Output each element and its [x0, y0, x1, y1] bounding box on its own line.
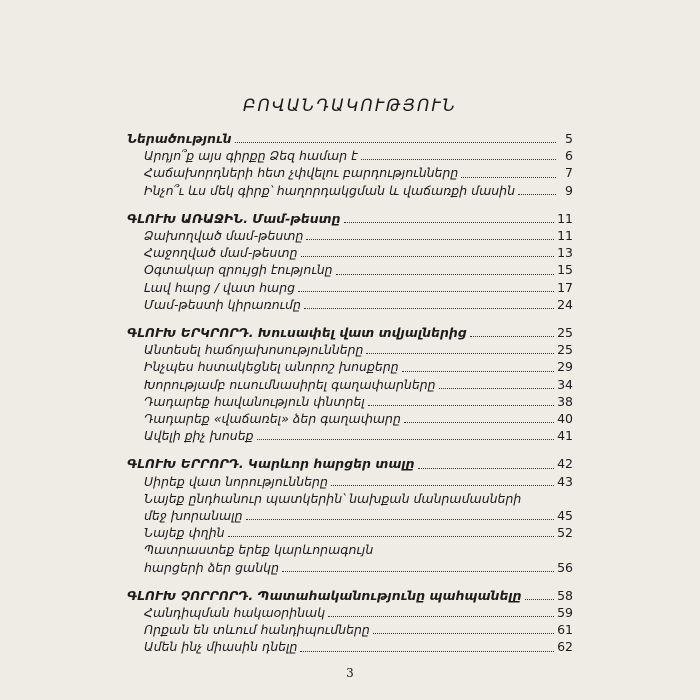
toc-entry[interactable]: [127, 147, 573, 164]
toc-chapter: [127, 210, 573, 313]
toc-entry-page: 41: [557, 428, 573, 444]
toc-entry-text: Ձախողված մամ-թեստը: [144, 228, 304, 244]
dot-leader: [328, 616, 554, 617]
dot-leader: [344, 222, 555, 223]
toc-entry-text: Դադարեք «վաճառել» ձեր գաղափարը: [144, 411, 401, 427]
dot-leader: [228, 536, 555, 537]
toc-chapter-heading[interactable]: [127, 210, 573, 227]
toc-entry-text: մեջ խորանալը: [144, 508, 243, 524]
dot-leader: [361, 159, 556, 160]
toc-entry-text: Խորությամբ ուսումնասիրել գաղափարները: [144, 376, 436, 392]
toc-entry[interactable]: [127, 393, 573, 410]
dot-leader: [418, 468, 555, 469]
toc-entry-text: Դադարեք հավանություն փնտրել: [144, 393, 365, 409]
toc-entry-text: ԳԼՈՒԽ ԵՐՐՈՐԴ. Կարևոր հարցեր տալը: [127, 456, 415, 472]
toc-entry-page: 62: [557, 639, 573, 655]
toc-entry-text: Մամ-թեստի կիրառումը: [144, 296, 301, 312]
toc-entry-text: Ամեն ինչ միասին դնելը: [144, 639, 298, 655]
toc-entry-text: Հաճախորդների հետ չփվելու բարդությունները: [144, 165, 459, 181]
toc-entry[interactable]: [127, 296, 573, 313]
toc-entry-page: 15: [557, 262, 573, 278]
dot-leader: [470, 336, 554, 337]
toc-entry-text: Որքան են տևում հանդիպումները: [144, 622, 370, 638]
toc-chapter-heading[interactable]: [127, 130, 573, 147]
toc-entry[interactable]: [127, 604, 573, 621]
toc-entry-page: 61: [557, 622, 573, 638]
toc-entry-text: Հանդիպման հակաօրինակ: [144, 605, 326, 621]
toc-entry-text: հարցերի ձեր ցանկը: [144, 559, 279, 575]
toc-chapter-heading[interactable]: [127, 455, 573, 472]
toc-entry-page: 56: [557, 559, 573, 575]
dot-leader: [282, 571, 554, 572]
toc-entry-page: 6: [565, 148, 573, 164]
toc-entry-page: 5: [565, 131, 573, 146]
toc-entry-text: Օգտակար զրույցի էությունը: [144, 262, 333, 278]
dot-leader: [336, 274, 554, 275]
dot-leader: [257, 439, 555, 440]
toc-entry-page: 9: [565, 182, 573, 198]
dot-leader: [304, 308, 554, 309]
toc-entry-text: Ինչպես հստակեցնել անորոշ խոսքերը: [144, 359, 399, 375]
toc-entry[interactable]: [127, 473, 573, 490]
toc-entry-page: 17: [557, 279, 573, 295]
dot-leader: [235, 142, 556, 143]
toc-title: ԲՈՎԱՆԴԱԿՈՒԹՅՈՒՆ: [243, 96, 457, 116]
dot-leader: [518, 194, 556, 195]
page-number: 3: [346, 666, 354, 680]
toc-entry[interactable]: [127, 638, 573, 655]
toc-entry[interactable]: [127, 621, 573, 638]
toc-chapter: [127, 587, 573, 656]
toc-entry-text: ԳԼՈՒԽ ԵՐԿՐՈՐԴ. Խուսափել վատ տվյալներից: [127, 325, 467, 341]
toc-entry[interactable]: [127, 261, 573, 278]
toc-entry-text: ԳԼՈՒԽ ՉՈՐՐՈՐԴ. Պատահականությունը պահպանելը: [127, 587, 522, 603]
toc-entry-page: 52: [557, 525, 573, 541]
dot-leader: [301, 256, 555, 257]
dot-leader: [306, 239, 554, 240]
toc-entry[interactable]: [127, 164, 573, 181]
toc-entry-text: Հաջողված մամ-թեստը: [144, 245, 298, 261]
toc-entry-page: 45: [557, 508, 573, 524]
toc-entry-page: 59: [557, 605, 573, 621]
toc-chapter: [127, 455, 573, 575]
dot-leader: [373, 633, 554, 634]
toc-entry-page: 42: [557, 456, 573, 472]
toc-entry[interactable]: [127, 376, 573, 393]
toc-entry-text: Արդյո՞ք այս գիրքը Ձեզ համար է: [144, 148, 358, 164]
dot-leader: [298, 291, 554, 292]
toc-entry-page: 40: [557, 411, 573, 427]
toc-entry-text: Ավելի քիչ խոսեք: [144, 428, 254, 444]
toc-entry[interactable]: [127, 182, 573, 199]
toc-entry[interactable]: [127, 524, 573, 541]
toc-entry-text: Նայեք ընդհանուր պատկերին՝ նախքան մանրամասների: [144, 490, 522, 506]
toc-entry-page: 13: [557, 245, 573, 261]
toc-entry[interactable]: [127, 227, 573, 244]
dot-leader: [366, 353, 554, 354]
toc-chapter-heading[interactable]: [127, 324, 573, 341]
toc-entry-page: 34: [557, 376, 573, 392]
toc-entry-page: 58: [557, 587, 573, 603]
dot-leader: [404, 422, 554, 423]
toc-entry-text: Լավ հարց / վատ հարց: [144, 279, 296, 295]
toc-entry-text: ԳԼՈՒԽ ԱՌԱՋԻՆ. Մամ-թեստը: [127, 210, 341, 226]
toc-chapter: [127, 130, 573, 199]
toc-chapter: [127, 324, 573, 444]
toc-entry-text: Նայեք փղին: [144, 525, 225, 541]
dot-leader: [331, 485, 554, 486]
table-of-contents: [127, 130, 573, 667]
toc-entry[interactable]: [127, 279, 573, 296]
toc-entry-page: 29: [557, 359, 573, 375]
toc-entry-text: Ինչո՞ւ ևս մեկ գիրք՝ հաղորդակցման և վաճառքի մասին: [144, 182, 516, 198]
toc-entry-text: Ներածություն: [127, 131, 232, 146]
toc-entry[interactable]: [127, 559, 573, 576]
toc-chapter-heading[interactable]: [127, 587, 573, 604]
toc-entry-page: 38: [557, 393, 573, 409]
toc-entry-page: 11: [557, 228, 573, 244]
toc-entry[interactable]: [127, 427, 573, 444]
dot-leader: [368, 405, 554, 406]
toc-entry[interactable]: [127, 410, 573, 427]
toc-entry-page: 24: [557, 296, 573, 312]
toc-entry[interactable]: [127, 244, 573, 261]
toc-entry-text: Սիրեք վատ նորությունները: [144, 473, 328, 489]
toc-entry-page: 25: [557, 342, 573, 358]
dot-leader: [300, 651, 554, 652]
toc-entry-text: Անտեսել հաճոյախոսությունները: [144, 342, 364, 358]
toc-entry-page: 11: [557, 210, 573, 226]
dot-leader: [439, 388, 555, 389]
dot-leader: [246, 519, 555, 520]
toc-entry[interactable]: [127, 490, 573, 507]
toc-entry-page: 43: [557, 473, 573, 489]
toc-entry[interactable]: [127, 341, 573, 358]
toc-entry-page: 25: [557, 325, 573, 341]
toc-entry-page: 7: [565, 165, 573, 181]
toc-entry-text: Պատրաստեք երեք կարևորագույն: [144, 542, 374, 558]
dot-leader: [461, 177, 556, 178]
dot-leader: [402, 371, 554, 372]
toc-entry[interactable]: [127, 358, 573, 375]
toc-entry[interactable]: [127, 507, 573, 524]
toc-entry[interactable]: [127, 541, 573, 558]
dot-leader: [525, 599, 554, 600]
